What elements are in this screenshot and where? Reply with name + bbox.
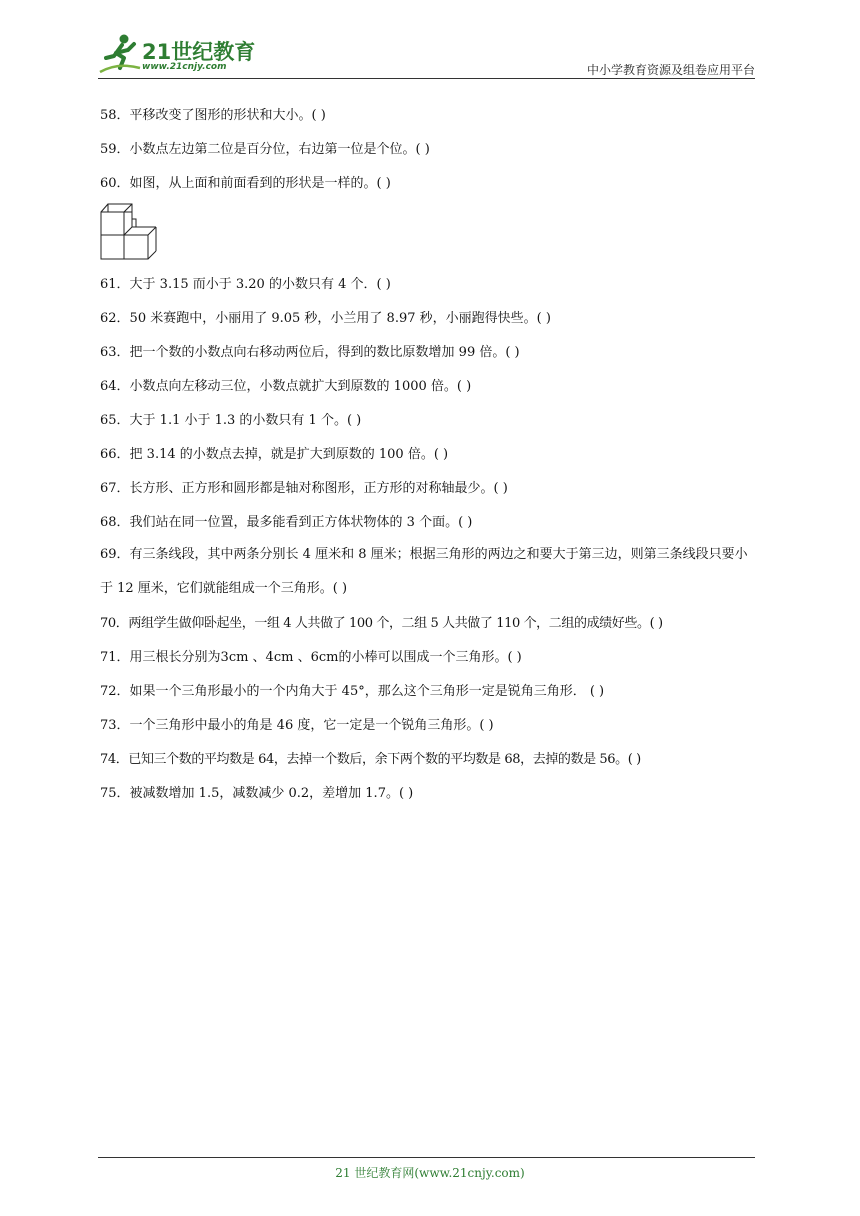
question-69: 69．有三条线段，其中两条分别长 4 厘米和 8 厘米；根据三角形的两边之和要大于第三边，则第三条线段只要小于 12 厘米，它们就能组成一个三角形。( )	[100, 547, 748, 596]
question-72: 72．如果一个三角形最小的一个内角大于 45°，那么这个三角形一定是锐角三角形． ( )	[100, 684, 605, 699]
footer-divider	[98, 1157, 755, 1158]
question-63: 63．把一个数的小数点向右移动两位后，得到的数比原数增加 99 倍。( )	[100, 345, 520, 360]
footer-text: 21 世纪教育网(www.21cnjy.com)	[335, 1166, 525, 1180]
question-62: 62．50 米赛跑中，小丽用了 9.05 秒，小兰用了 8.97 秒，小丽跑得快些。( )	[100, 311, 551, 326]
cube-stack-figure	[100, 203, 160, 261]
question-75: 75．被减数增加 1.5，减数减少 0.2，差增加 1.7。( )	[100, 786, 414, 801]
header-divider	[98, 78, 755, 79]
runner-logo-icon	[98, 32, 142, 76]
question-70: 70．两组学生做仰卧起坐，一组 4 人共做了 100 个，二组 5 人共做了 110 个，二组的成绩好些。( )	[100, 616, 663, 631]
question-67: 67．长方形、正方形和圆形都是轴对称图形，正方形的对称轴最少。( )	[100, 481, 508, 496]
logo	[98, 30, 268, 76]
logo-title: 21世纪教育	[142, 40, 256, 64]
question-66: 66．把 3.14 的小数点去掉，就是扩大到原数的 100 倍。( )	[100, 447, 449, 462]
question-61: 61．大于 3.15 而小于 3.20 的小数只有 4 个．( )	[100, 277, 391, 292]
question-64: 64．小数点向左移动三位，小数点就扩大到原数的 1000 倍。( )	[100, 379, 472, 394]
question-73: 73．一个三角形中最小的角是 46 度，它一定是一个锐角三角形。( )	[100, 718, 494, 733]
question-74: 74．已知三个数的平均数是 64，去掉一个数后，余下两个数的平均数是 68，去掉的数是 56。( )	[100, 752, 641, 767]
question-60: 60．如图，从上面和前面看到的形状是一样的。( )	[100, 176, 391, 191]
logo-url: www.21cnjy.com	[142, 62, 227, 72]
question-71: 71．用三根长分别为3cm 、4cm 、6cm的小棒可以围成一个三角形。( )	[100, 650, 522, 665]
question-59: 59．小数点左边第二位是百分位，右边第一位是个位。( )	[100, 142, 430, 157]
question-65: 65．大于 1.1 小于 1.3 的小数只有 1 个。( )	[100, 413, 362, 428]
page-header	[98, 30, 755, 78]
question-68: 68．我们站在同一位置，最多能看到正方体状物体的 3 个面。( )	[100, 515, 473, 530]
question-58: 58．平移改变了图形的形状和大小。( )	[100, 108, 326, 123]
platform-title: 中小学教育资源及组卷应用平台	[586, 63, 755, 77]
